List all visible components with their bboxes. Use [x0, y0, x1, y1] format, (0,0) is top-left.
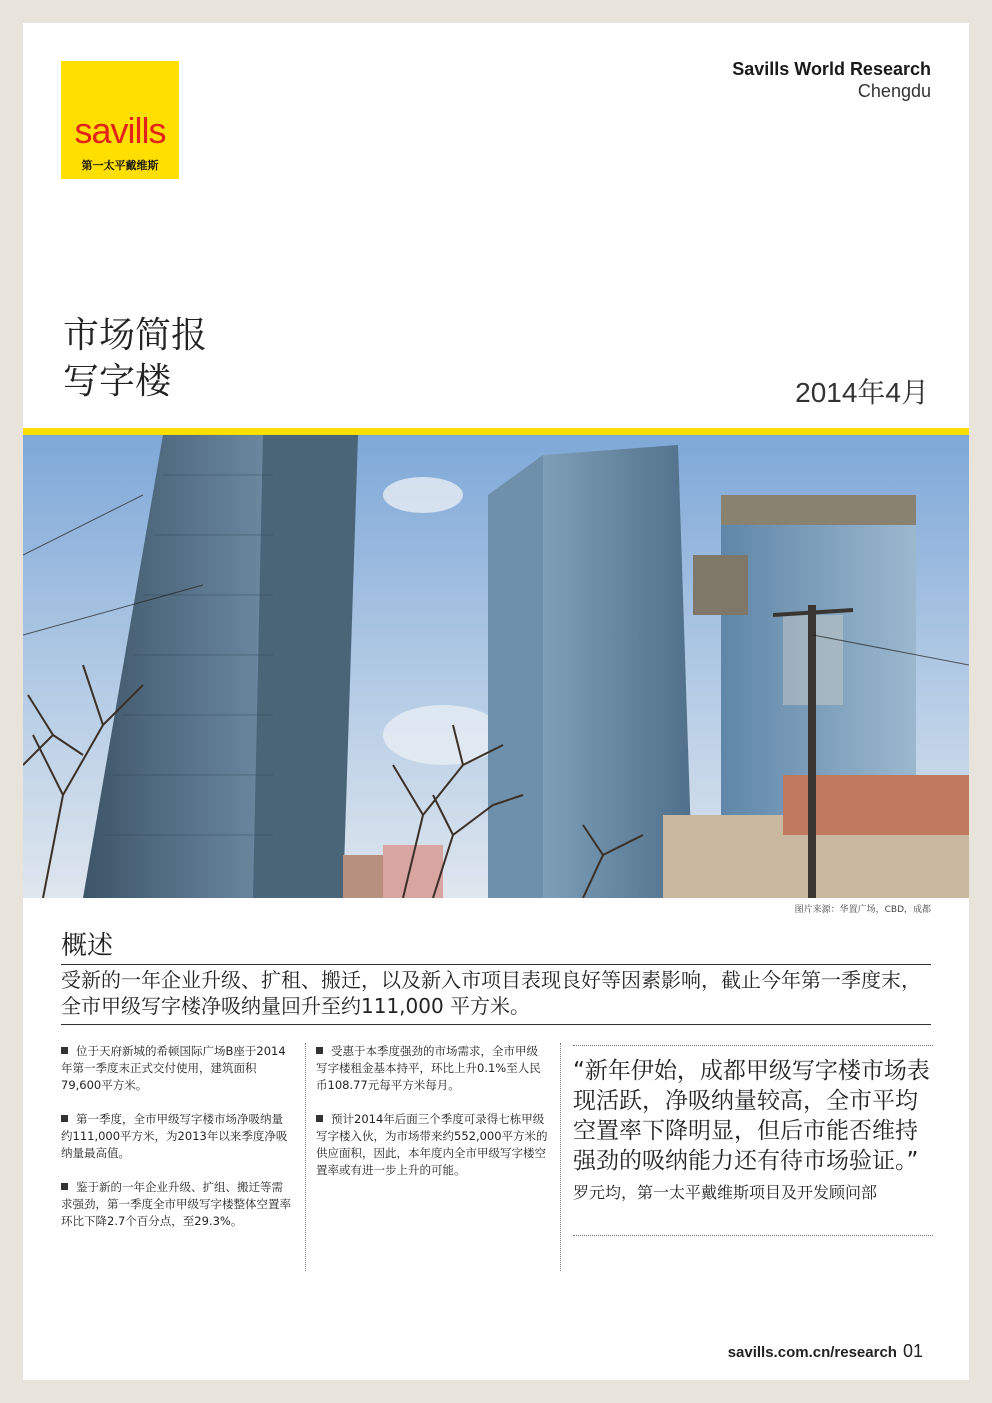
quote-text: “新年伊始，成都甲级写字楼市场表现活跃，净吸纳量较高，全市平均空置率下降明显，但后市能否维持强劲的吸纳能力还有待市场验证。”	[573, 1058, 930, 1174]
photo-caption: 图片来源：华置广场，CBD，成都	[794, 905, 931, 915]
bullet-square-icon	[316, 1115, 323, 1122]
quote-bottom-rule	[573, 1235, 933, 1236]
bullet-item: 第一季度，全市甲级写字楼市场净吸纳量约111,000平方米，为2013年以来季度净吸纳量最高值。	[61, 1112, 288, 1160]
bullet-square-icon	[316, 1047, 323, 1054]
bullet-item: 预计2014年后面三个季度可录得七栋甲级写字楼入伙，为市场带来约552,000平方米的供应面积，因此，本年度内全市甲级写字楼空置率或有进一步上升的可能。	[316, 1112, 548, 1177]
title-line-2: 写字楼	[63, 361, 172, 402]
section-heading: 概述	[61, 931, 114, 961]
research-series: Savills World Research	[732, 59, 931, 79]
title-line-1: 市场简报	[63, 315, 208, 356]
report-date: 2014年4月	[795, 377, 929, 408]
savills-logo	[61, 61, 179, 179]
page-number: 01	[902, 1341, 923, 1361]
column-middle	[316, 1043, 548, 1196]
bullet-item: 鉴于新的一年企业升级、扩组、搬迁等需求强劲，第一季度全市甲级写字楼整体空置率环比下降2.7个百分点，至29.3%。	[61, 1180, 291, 1228]
logo-wordmark: savills	[74, 110, 166, 151]
bullet-item: 受惠于本季度强劲的市场需求，全市甲级写字楼租金基本持平，环比上升0.1%至人民币108.77元每平方米每月。	[316, 1044, 541, 1092]
skyline-illustration	[23, 435, 969, 898]
report-page	[23, 23, 969, 1380]
bullet-item: 位于天府新城的希顿国际广场B座于2014年第一季度末正式交付使用，建筑面积79,600平方米。	[61, 1044, 286, 1092]
page-title	[63, 313, 207, 405]
page-footer	[728, 1341, 923, 1362]
logo-chinese-name: 第一太平戴维斯	[81, 159, 159, 172]
summary-paragraph: 受新的一年企业升级、扩租、搬迁，以及新入市项目表现良好等因素影响，截止今年第一季度末，全市甲级写字楼净吸纳量回升至约111,000 平方米。	[61, 968, 921, 1018]
research-url[interactable]: savills.com.cn/research	[727, 1344, 897, 1361]
yellow-divider	[23, 428, 969, 435]
column-divider	[560, 1043, 561, 1271]
column-divider	[305, 1043, 306, 1271]
research-city: Chengdu	[857, 81, 931, 101]
quote-top-rule	[573, 1045, 933, 1046]
bullet-square-icon	[61, 1047, 68, 1054]
summary-rule	[61, 1024, 931, 1025]
heading-rule	[61, 964, 931, 965]
column-left	[61, 1043, 293, 1247]
bullet-square-icon	[61, 1115, 68, 1122]
bullet-square-icon	[61, 1183, 68, 1190]
quote-attribution: 罗元均，第一太平戴维斯项目及开发顾问部	[573, 1183, 878, 1202]
cover-photo	[23, 435, 969, 898]
pull-quote	[573, 1056, 933, 1208]
